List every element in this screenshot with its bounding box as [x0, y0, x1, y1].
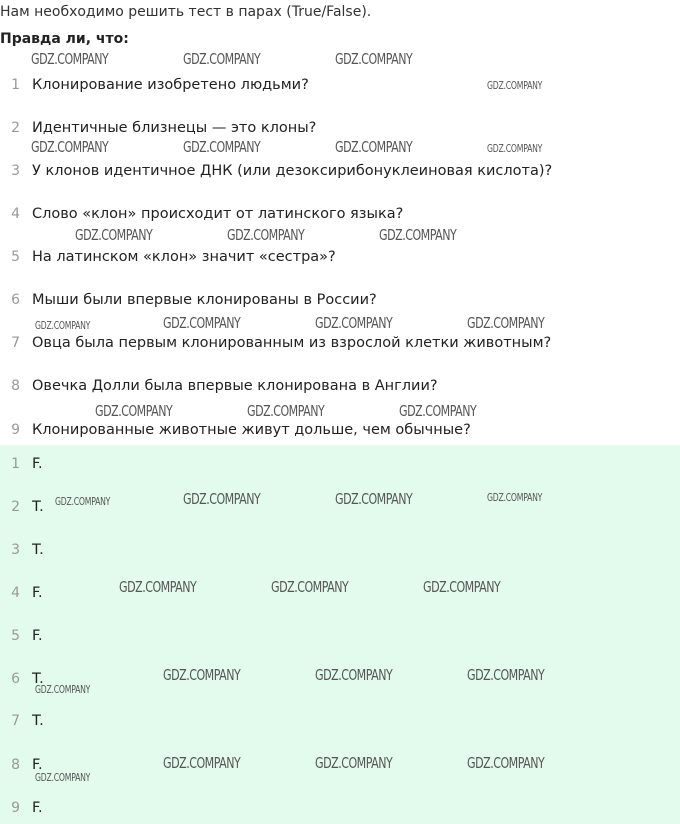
watermark: GDZ.COMPANY	[379, 226, 457, 244]
watermark: GDZ.COMPANY	[35, 684, 91, 696]
answer-number: 4	[11, 585, 20, 601]
question-heading: Правда ли, что:	[0, 31, 129, 47]
answer-number: 6	[11, 671, 20, 687]
answer-number: 9	[11, 800, 20, 816]
watermark: GDZ.COMPANY	[183, 490, 261, 508]
watermark: GDZ.COMPANY	[487, 80, 543, 92]
watermark: GDZ.COMPANY	[315, 666, 393, 684]
watermark: GDZ.COMPANY	[247, 402, 325, 420]
answer-text: T.	[32, 671, 44, 687]
answer-text: F.	[32, 628, 43, 644]
watermark: GDZ.COMPANY	[31, 50, 109, 68]
watermark: GDZ.COMPANY	[35, 320, 91, 332]
watermark: GDZ.COMPANY	[31, 138, 109, 156]
question-text: Клонирование изобретено людьми?	[32, 77, 309, 93]
question-text: На латинском «клон» значит «сестра»?	[32, 249, 336, 265]
watermark: GDZ.COMPANY	[335, 138, 413, 156]
watermark: GDZ.COMPANY	[95, 402, 173, 420]
watermark: GDZ.COMPANY	[55, 496, 111, 508]
answer-number: 1	[11, 456, 20, 472]
question-number: 3	[11, 163, 20, 179]
watermark: GDZ.COMPANY	[119, 578, 197, 596]
answer-number: 7	[11, 713, 20, 729]
watermark: GDZ.COMPANY	[399, 402, 477, 420]
watermark: GDZ.COMPANY	[487, 492, 543, 504]
answer-number: 2	[11, 499, 20, 515]
watermark: GDZ.COMPANY	[35, 772, 91, 784]
watermark: GDZ.COMPANY	[335, 490, 413, 508]
answer-text: F.	[32, 757, 43, 773]
watermark: GDZ.COMPANY	[315, 314, 393, 332]
answer-text: T.	[32, 499, 44, 515]
question-text: У клонов идентичное ДНК (или дезоксирибонуклеиновая кислота)?	[32, 163, 553, 179]
answer-number: 5	[11, 628, 20, 644]
watermark: GDZ.COMPANY	[335, 50, 413, 68]
watermark: GDZ.COMPANY	[271, 578, 349, 596]
watermark: GDZ.COMPANY	[227, 226, 305, 244]
answer-text: F.	[32, 585, 43, 601]
watermark: GDZ.COMPANY	[183, 138, 261, 156]
question-text: Овца была первым клонированным из взрослой клетки животным?	[32, 335, 552, 351]
answer-text: F.	[32, 456, 43, 472]
question-text: Идентичные близнецы — это клоны?	[32, 120, 317, 136]
watermark: GDZ.COMPANY	[467, 754, 545, 772]
answer-text: T.	[32, 713, 44, 729]
watermark: GDZ.COMPANY	[467, 314, 545, 332]
question-number: 5	[11, 249, 20, 265]
question-text: Овечка Долли была впервые клонирована в Англии?	[32, 378, 438, 394]
answer-number: 8	[11, 757, 20, 773]
answer-text: F.	[32, 800, 43, 816]
answer-text: T.	[32, 542, 44, 558]
watermark: GDZ.COMPANY	[467, 666, 545, 684]
question-number: 6	[11, 292, 20, 308]
question-text: Клонированные животные живут дольше, чем обычные?	[32, 422, 471, 438]
question-number: 1	[11, 77, 20, 93]
question-text: Мыши были впервые клонированы в России?	[32, 292, 377, 308]
question-number: 2	[11, 120, 20, 136]
watermark: GDZ.COMPANY	[183, 50, 261, 68]
question-text: Слово «клон» происходит от латинского языка?	[32, 206, 404, 222]
watermark: GDZ.COMPANY	[163, 314, 241, 332]
question-number: 9	[11, 422, 20, 438]
answer-number: 3	[11, 542, 20, 558]
question-number: 7	[11, 335, 20, 351]
watermark: GDZ.COMPANY	[315, 754, 393, 772]
question-number: 4	[11, 206, 20, 222]
watermark: GDZ.COMPANY	[163, 754, 241, 772]
watermark: GDZ.COMPANY	[423, 578, 501, 596]
watermark: GDZ.COMPANY	[487, 143, 543, 155]
watermark: GDZ.COMPANY	[75, 226, 153, 244]
watermark: GDZ.COMPANY	[163, 666, 241, 684]
question-number: 8	[11, 378, 20, 394]
intro-text: Нам необходимо решить тест в парах (True/False).	[0, 4, 372, 20]
